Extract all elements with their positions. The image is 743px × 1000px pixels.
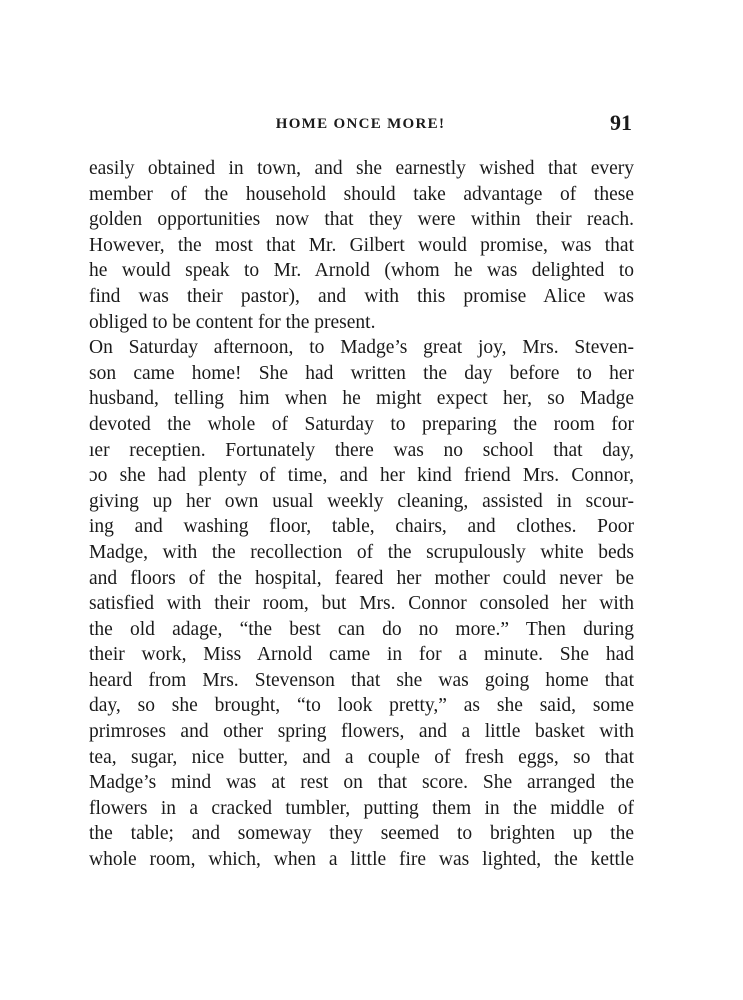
text-line: satisfied with their room, but Mrs. Connor consoled her with [89, 593, 634, 615]
running-title: HOME ONCE MORE! [275, 116, 446, 132]
text-line: and floors of the hospital, feared her mother could never be [89, 567, 634, 589]
page-number: 91 [610, 110, 632, 135]
text-line: tea, sugar, nice butter, and a couple of fresh eggs, so that [89, 746, 634, 768]
text-line: whole room, which, when a little fire was lighted, the kettle [89, 849, 634, 871]
text-line: the old adage, “the best can do no more.” Then during [89, 618, 634, 640]
text-line: On Saturday afternoon, to Madge’s great joy, Mrs. Steven- [89, 337, 634, 359]
text-line: giving up her own usual weekly cleaning, assisted in scour- [89, 490, 634, 512]
text-line: golden opportunities now that they were within their reach. [89, 209, 634, 231]
running-head [89, 110, 632, 140]
text-line: Madge’s mind was at rest on that score. She arranged the [89, 772, 634, 794]
text-line: ıer receptien. Fortunately there was no school that day, [89, 439, 634, 461]
text-line: devoted the whole of Saturday to preparing the room for [89, 413, 634, 435]
text-line: heard from Mrs. Stevenson that she was going home that [89, 669, 634, 691]
text-line: he would speak to Mr. Arnold (whom he was delighted to [89, 260, 634, 282]
text-line: Madge, with the recollection of the scrupulously white beds [89, 541, 634, 563]
text-line: their work, Miss Arnold came in for a minute. She had [89, 644, 634, 666]
text-line: find was their pastor), and with this promise Alice was [89, 285, 634, 307]
text-line: son came home! She had written the day before to her [89, 362, 634, 384]
text-line: husband, telling him when he might expect her, so Madge [89, 388, 634, 410]
text-line: the table; and someway they seemed to brighten up the [89, 823, 634, 845]
body-text [89, 156, 634, 873]
text-line: primroses and other spring flowers, and a little basket with [89, 721, 634, 743]
text-line: ing and washing floor, table, chairs, and clothes. Poor [89, 516, 634, 538]
text-line: easily obtained in town, and she earnestly wished that every [89, 158, 634, 179]
text-line: flowers in a cracked tumbler, putting them in the middle of [89, 797, 634, 819]
text-line: However, the most that Mr. Gilbert would promise, was that [89, 234, 634, 256]
text-line: obliged to be content for the present. [89, 311, 376, 333]
text-line: member of the household should take advantage of these [89, 183, 634, 205]
text-line: day, so she brought, “to look pretty,” as she said, some [89, 695, 634, 717]
text-line: ɔo she had plenty of time, and her kind friend Mrs. Connor, [89, 465, 634, 487]
